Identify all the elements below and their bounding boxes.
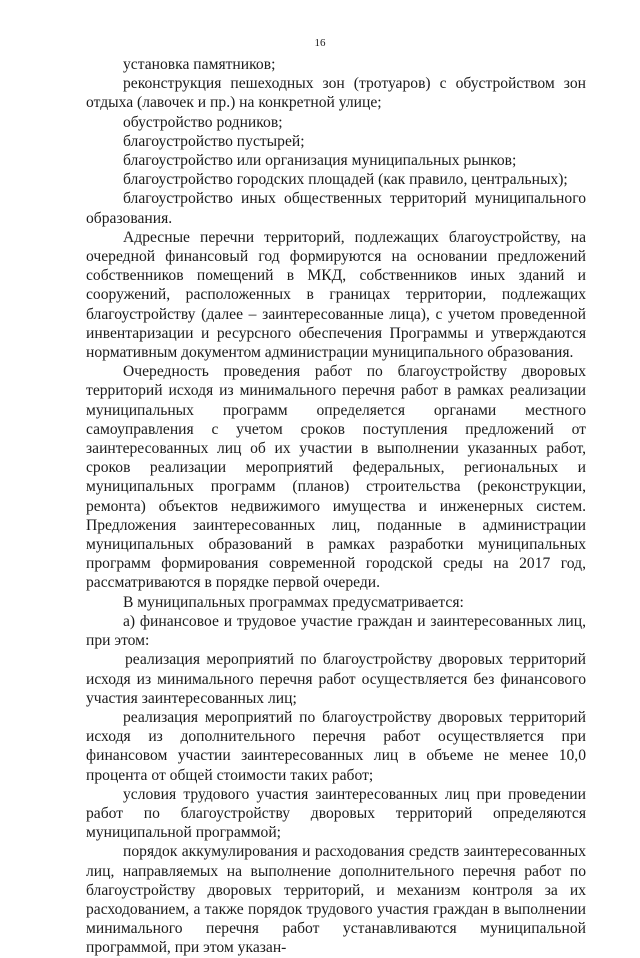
paragraph-10: В муниципальных программах предусматривается: [123,593,464,611]
paragraph-11: а) финансовое и трудовое участие граждан и заинтересованных лиц, при этом: [86,612,586,650]
paragraph-2: реконструкция пешеходных зон (тротуаров) с обустройством зон отдыха (лавочек и пр.) на конкретной улице; [86,75,586,112]
paragraph-7: благоустройство иных общественных территорий муниципального образования. [86,190,586,227]
paragraph-15: порядок аккумулирования и расходования средств заинтересованных лиц, направляемых на выполнение дополнительного перечня работ по благоустройству дворовых территорий, и механизм контроля за их расходованием, а также порядок трудового участия граждан в выполнении минимального перечня работ устанавливаются муниципальной программой, при этом указан- [86,843,586,957]
paragraph-14: условия трудового участия заинтересованных лиц при проведении работ по благоустройству дворовых территорий определяются муниципальной программой; [86,785,586,842]
paragraph-9: Очередность проведения работ по благоустройству дворовых территорий исходя из минимального перечня работ в рамках реализации муниципальных программ определяется органами местного самоуправления с учетом сроков поступления предложений от заинтересованных лиц об их участии в выполнении указанных работ, сроков реализации мероприятий федеральных, региональных и муниципальных программ (планов) строительства (реконструкции, ремонта) объектов недвижимого имущества и инженерных систем. Предложения заинтересованных лиц, поданные в администрации муниципальных образований в рамках разработки муниципальных программ формирования современной городской среды на 2017 год, рассматриваются в порядке первой очереди. [86,363,586,592]
paragraph-5: благоустройство или организация муниципальных рынков; [123,152,517,170]
body-text [86,55,586,958]
paragraph-3: обустройство родников; [123,113,283,131]
paragraph-1: установка памятников; [123,56,276,73]
paragraph-13: реализация мероприятий по благоустройству дворовых территорий исходя из дополнительного перечня работ осуществляется при финансовом участии заинтересованных лиц в объеме не менее 10,0 процента от общей стоимости таких работ; [86,708,586,784]
paragraph-4: благоустройство пустырей; [123,132,305,150]
paragraph-12: реализация мероприятий по благоустройству дворовых территорий исходя из минимального перечня работ осуществляется без финансового участия заинтересованных лиц; [86,651,586,707]
paragraph-8: Адресные перечни территорий, подлежащих благоустройству, на очередной финансовый год формируются на основании предложений собственников помещений в МКД, собственников иных зданий и сооружений, расположенных в границах территории, подлежащих благоустройству (далее – заинтересованные лица), с учетом проведенной инвентаризации и ресурсного обеспечения Программы и утверждаются нормативным документом администрации муниципального образования. [86,228,586,362]
paragraph-6: благоустройство городских площадей (как правило, центральных); [123,171,568,189]
page-number: 16 [314,37,326,49]
